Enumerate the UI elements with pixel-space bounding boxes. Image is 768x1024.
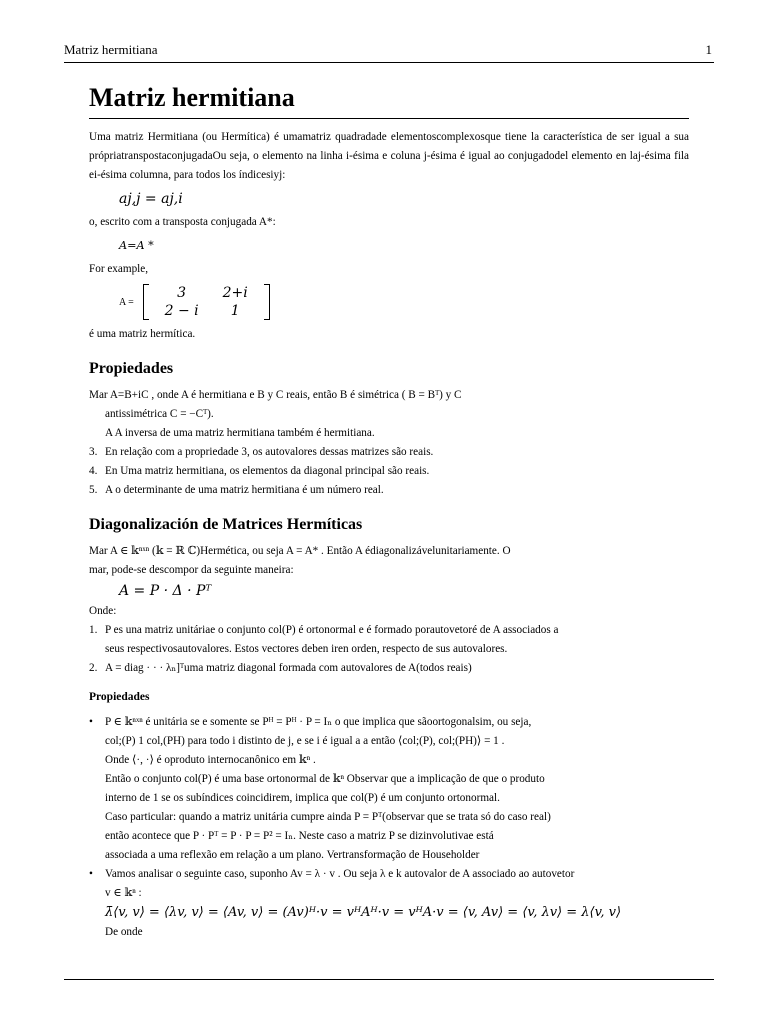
diagonal-line-2: mar, pode-se descompor da seguinte maneira: [89,564,294,576]
matrix-cell: 2 − i [164,303,199,320]
equation-diagonalization: A = P · Δ · Pᵀ [119,583,212,599]
header-rule [64,62,714,63]
section-heading-propiedades: Propiedades [89,360,174,377]
transpose-text: o, escrito com a transposta conjugada A*: [89,216,276,228]
equation-conjugate-transpose: A=A * [119,239,154,252]
intro-paragraph: Uma matriz Hermitiana (ou Hermítica) é umamatriz quadradade elementoscomplexosque tiene la característica de ser igual a sua própriatranspostaconjugadaOu seja, o elemento na linha i-ésima e coluna j-ésima é igual ao conjugadodel elemento en laj-ésima fila ei-ésima columna, para todos los índicesiyj: [89,131,689,181]
propiedades-bullets [89,713,689,942]
bullet-item: • P ∈ 𝕜ⁿˣⁿ é unitária se e somente se Pᴴ = Pᴴ · P = Iₙ o que implica que sãoortogonalsim, ou seja, col;(P) 1 col,(PH) para todo i distinto de j, e se i é igual a a então ⟨col;(P), col;(PH)⟩ = 1 . Onde ⟨·, ·⟩ é oproduto internocanônico em 𝕜ⁿ . Então o conjunto col(P) é uma base ortonormal de 𝕜ⁿ Observar que a implicação de que o produto interno de 1 se os subíndices coincidirem, implica que col(P) é um conjunto ortonormal. Caso particular: quando a matriz unitária cumpre ainda P = Pᵀ(observar que se trata só do caso real) então acontece que P · Pᵀ = P · P = P² = Iₙ. Neste caso a matriz P se dizinvolutivae está associada a uma reflexão em relação a um plano. Vertransformação de Householder [89,716,551,861]
footer-rule [64,979,714,980]
page-number: 1 [705,42,712,57]
list-item: A A inversa de uma matriz hermitiana também é hermitiana. [105,427,375,439]
list-item: 3. En relação com a propriedade 3, os autovalores dessas matrizes são reais. [89,446,434,458]
bullet-item: • Vamos analisar o seguinte caso, suponho Av = λ · v . Ou seja λ e k autovalor de A associado ao autovetor v ∈ 𝕜ⁿ : λ̄⟨v, v⟩ = ⟨λv, v⟩ = ⟨Av, v⟩ = (Av)ᴴ·v = vᴴAᴴ·v = vᴴA·v = ⟨v, Av⟩ = ⟨v, λv⟩ = λ⟨v, v⟩ De onde [89,865,689,942]
list-item: 4. En Uma matriz hermitiana, os elementos da diagonal principal são reais. [89,465,430,477]
list-item: 2. A = diag · · · λₙ]ᵀuma matriz diagonal formada com autovalores de A(todos reais) [89,662,472,674]
running-header [64,42,712,60]
running-title: Matriz hermitiana [64,42,158,57]
page-title: Matriz hermitiana [89,83,295,112]
matrix-label: A = [119,297,134,308]
equation-element-conjugate: aj,j = aj,i [119,191,183,207]
equation-eigen-real: λ̄⟨v, v⟩ = ⟨λv, v⟩ = ⟨Av, v⟩ = (Av)ᴴ·v = vᴴAᴴ·v = vᴴA·v = ⟨v, Av⟩ = ⟨v, λv⟩ = λ⟨v, v⟩ [105,905,622,920]
matrix-cell: 1 [230,303,240,320]
article-body [89,80,689,942]
list-item: 5. A o determinante de uma matriz hermitiana é um número real. [89,484,384,496]
propiedades-line-2: antissimétrica C = −Cᵀ). [105,408,214,420]
propiedades-list [89,424,689,500]
example-label: For example, [89,263,149,275]
after-matrix-text: é uma matriz hermítica. [89,328,196,340]
example-matrix [143,284,270,320]
onde-label: Onde: [89,605,117,617]
matrix-cell: 2+i [222,285,248,302]
diagonal-line-1: Mar A ∈ 𝕜ⁿˣⁿ (𝕜 = ℝ ℂ)Hermética, ou seja A = A* . Então A édiagonalizávelunitariamente. O [89,545,511,557]
propiedades-line-1: Mar A=B+iC , onde A é hermitiana e B y C reais, então B é simétrica ( B = Bᵀ) y C [89,389,462,401]
example-matrix-block [119,279,689,325]
section-heading-diagonalizacion: Diagonalización de Matrices Hermíticas [89,516,363,533]
matrix-cell: 3 [177,285,187,302]
subheading-propiedades: Propiedades [89,691,150,703]
list-item: 1. P es una matriz unitáriae o conjunto col(P) é ortonormal e é formado porautovetoré de A associados a seus respectivosautovalores. Estos vectores deben iren orden, respecto de sus autovalores. [89,624,559,655]
